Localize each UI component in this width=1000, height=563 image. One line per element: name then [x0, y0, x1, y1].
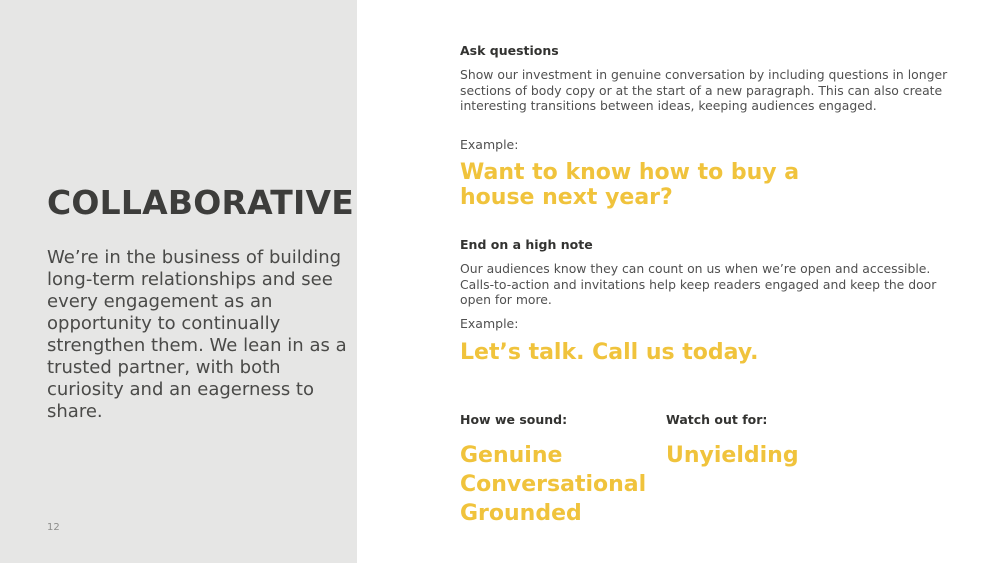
section-body-ask-questions: Show our investment in genuine conversation by including questions in longer sections of body copy or at the start of a new paragraph. This can also create interesting transitions between ideas, keeping audiences engaged.	[460, 67, 948, 114]
left-panel	[0, 0, 357, 563]
example-quote-question: Want to know how to buy a house next year?	[460, 160, 800, 210]
list-item: Conversational	[460, 472, 647, 497]
page-title: COLLABORATIVE	[47, 183, 354, 222]
watch-out-for-heading: Watch out for:	[666, 412, 768, 427]
section-body-high-note: Our audiences know they can count on us when we’re open and accessible. Calls-to-action and invitations help keep readers engaged and keep the door open for more.	[460, 261, 937, 308]
example-label: Example:	[460, 137, 519, 152]
example-quote-call: Let’s talk. Call us today.	[460, 340, 759, 365]
intro-paragraph: We’re in the business of building long-term relationships and see every engagement as an opportunity to continually strengthen them. We lean in as a trusted partner, with both curiosity and an eagerness to share.	[47, 247, 347, 422]
list-item: Grounded	[460, 501, 582, 526]
section-heading-high-note: End on a high note	[460, 237, 593, 252]
page-number: 12	[47, 522, 60, 533]
section-heading-ask-questions: Ask questions	[460, 43, 559, 58]
list-item: Genuine	[460, 443, 563, 468]
how-we-sound-block	[460, 412, 646, 528]
how-we-sound-list	[460, 441, 646, 528]
watch-out-for-block	[666, 412, 799, 470]
list-item: Unyielding	[666, 443, 799, 468]
example-label: Example:	[460, 316, 519, 331]
watch-out-for-list	[666, 441, 799, 470]
how-we-sound-heading: How we sound:	[460, 412, 568, 427]
